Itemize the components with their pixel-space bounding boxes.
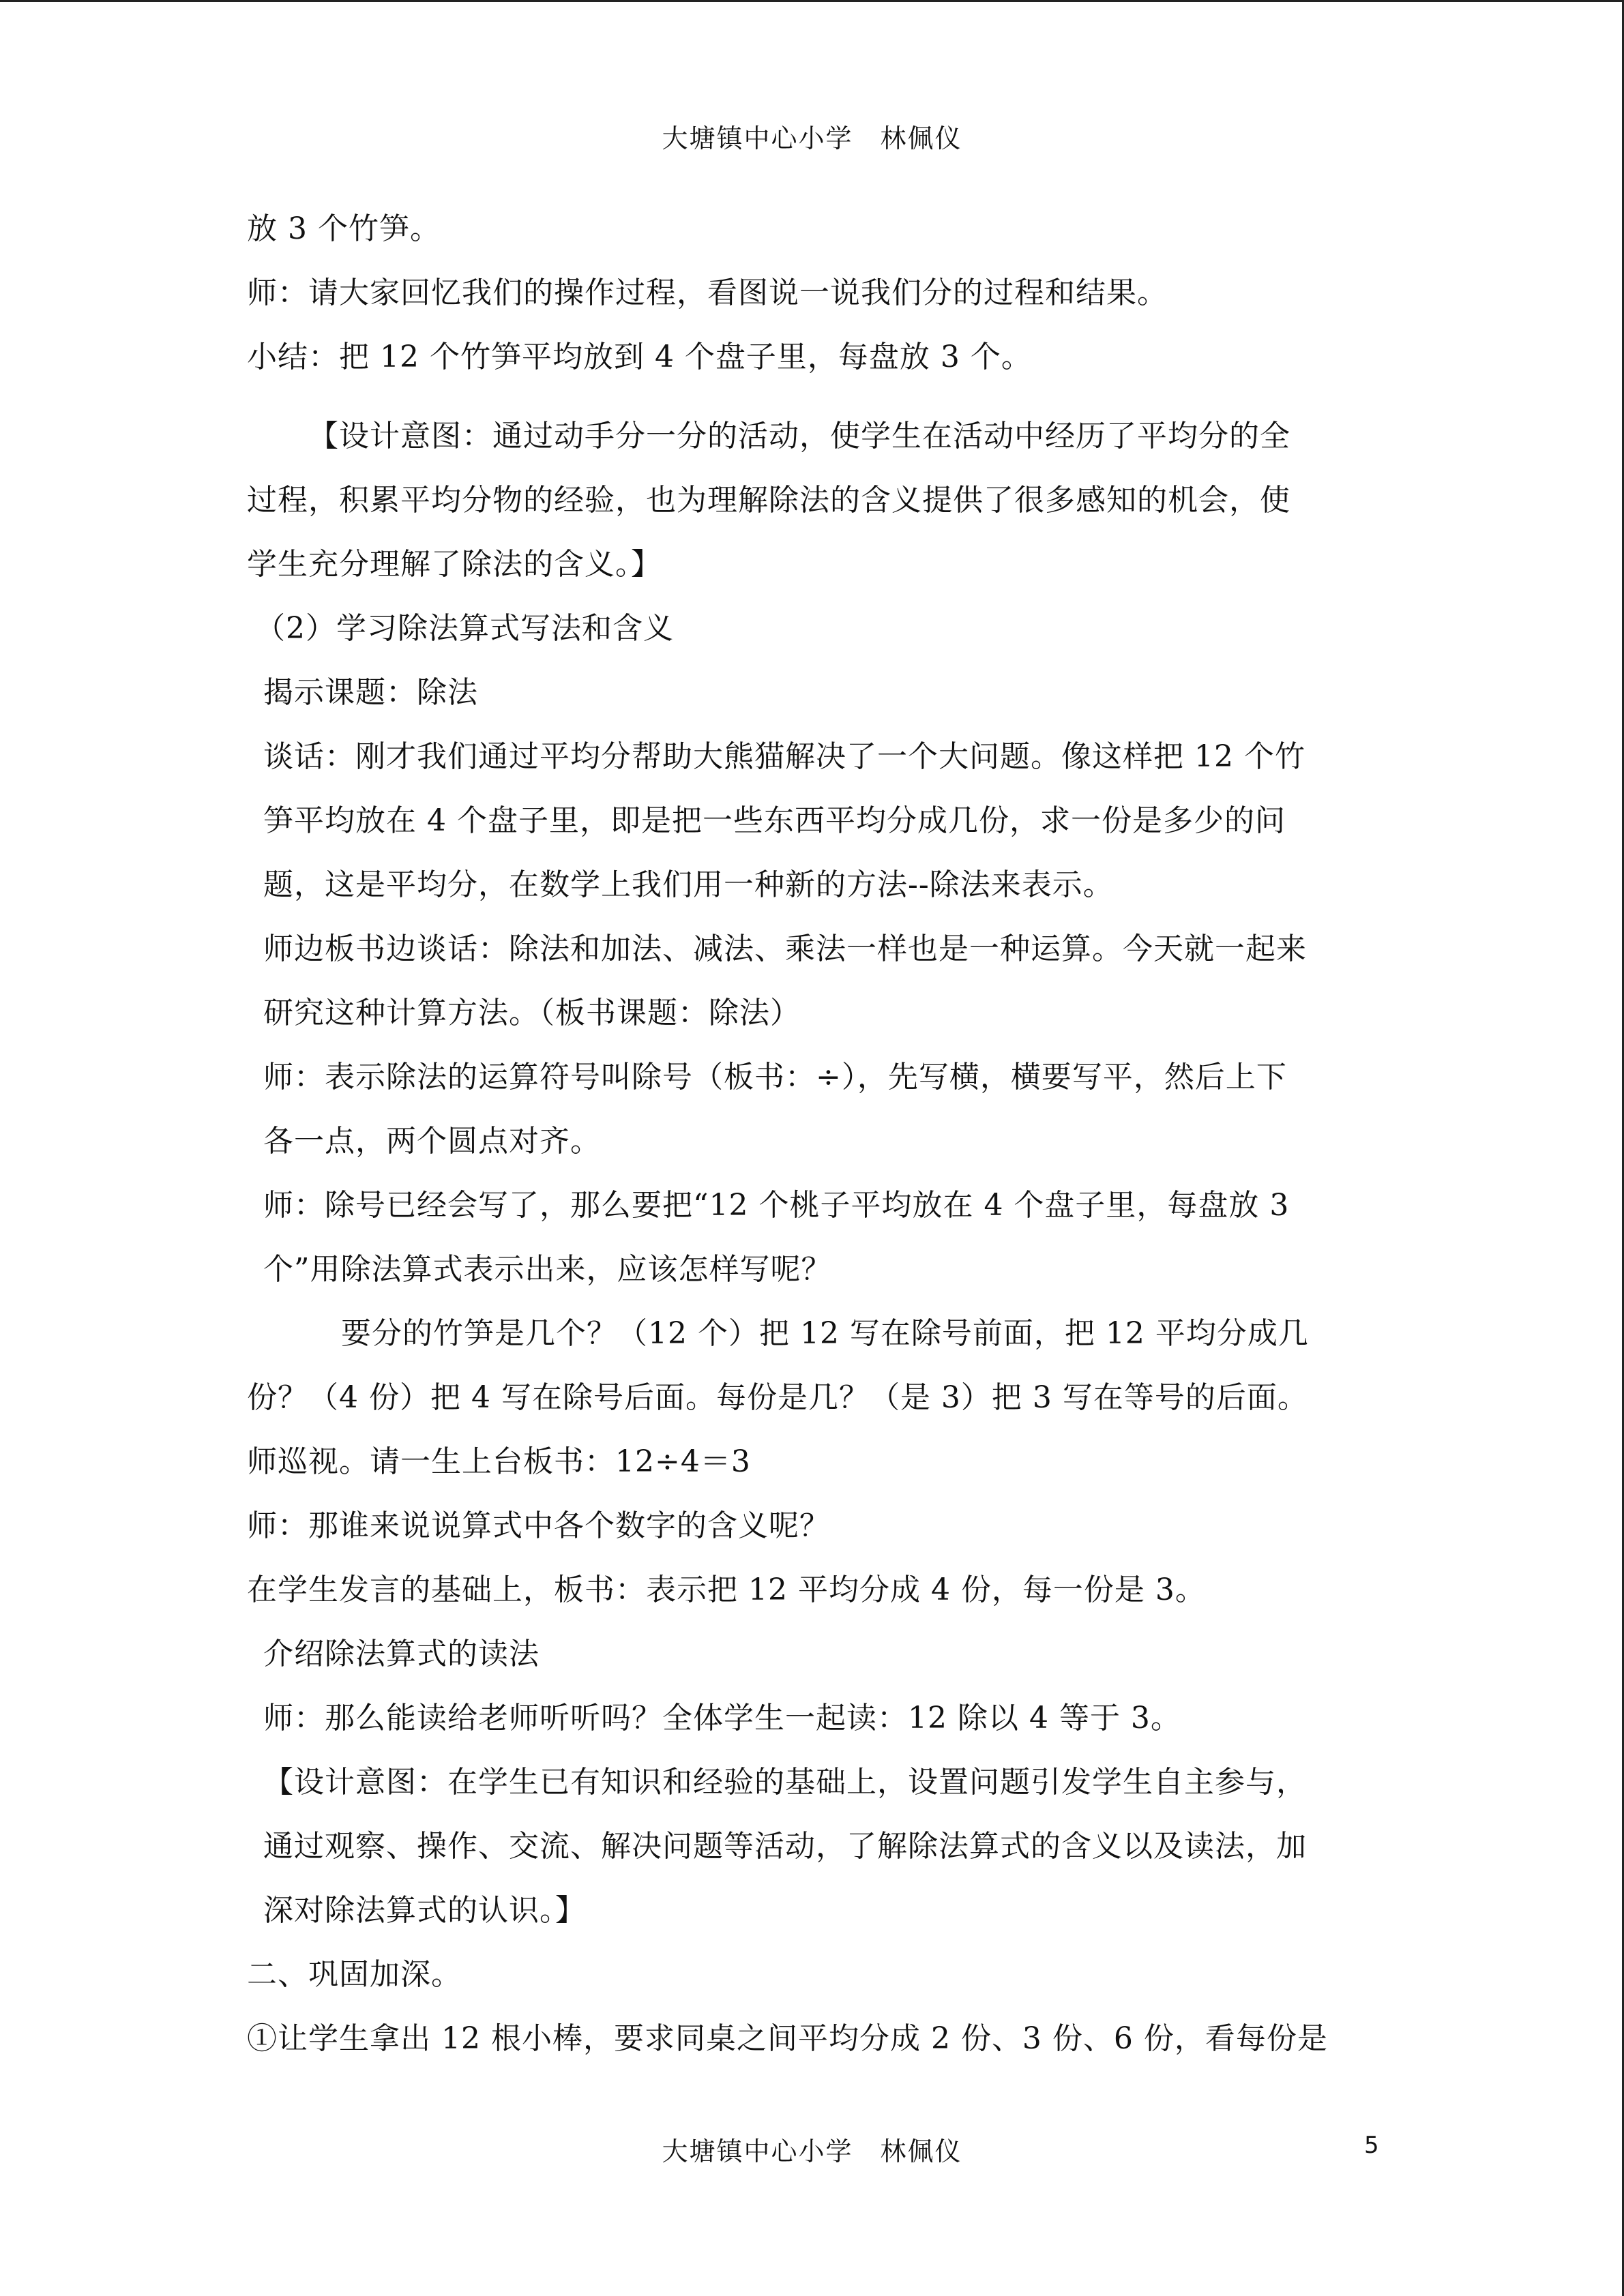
section-heading: （2）学习除法算式写法和含义 <box>255 611 674 646</box>
text-line: 各一点，两个圆点对齐。 <box>263 1124 601 1159</box>
text-line: 师：请大家回忆我们的操作过程，看图说一说我们分的过程和结果。 <box>247 275 1168 310</box>
text-line: 要分的竹笋是几个？（12 个）把 12 写在除号前面，把 12 平均分成几 <box>341 1316 1309 1351</box>
text-line: 放 3 个竹笋。 <box>247 211 441 246</box>
section-heading: 二、巩固加深。 <box>247 1957 462 1992</box>
text-line: 师：那谁来说说算式中各个数字的含义呢？ <box>247 1508 830 1543</box>
design-intent-note: 通过观察、操作、交流、解决问题等活动，了解除法算式的含义以及读法，加 <box>263 1829 1307 1864</box>
text-line: 师：表示除法的运算符号叫除号（板书：÷），先写横，横要写平，然后上下 <box>263 1060 1287 1094</box>
text-line: 笋平均放在 4 个盘子里，即是把一些东西平均分成几份，求一份是多少的问 <box>263 803 1286 838</box>
design-intent-note: 【设计意图：通过动手分一分的活动，使学生在活动中经历了平均分的全 <box>308 419 1290 453</box>
design-intent-note: 过程，积累平均分物的经验，也为理解除法的含义提供了很多感知的机会，使 <box>247 483 1290 518</box>
text-line: 份？（4 份）把 4 写在除号后面。每份是几？（是 3）把 3 写在等号的后面。 <box>247 1380 1308 1415</box>
page-border-top <box>0 0 1624 2</box>
design-intent-note: 深对除法算式的认识。】 <box>263 1893 586 1928</box>
page-number: 5 <box>1364 2132 1379 2159</box>
design-intent-note: 【设计意图：在学生已有知识和经验的基础上，设置问题引发学生自主参与， <box>263 1765 1307 1800</box>
text-line: 师：那么能读给老师听听吗？全体学生一起读：12 除以 4 等于 3。 <box>263 1701 1181 1735</box>
running-header: 大塘镇中心小学 林佩仪 <box>662 123 962 153</box>
text-line: 揭示课题：除法 <box>263 675 478 710</box>
text-line: 小结：把 12 个竹笋平均放到 4 个盘子里，每盘放 3 个。 <box>247 340 1032 374</box>
text-line: ①让学生拿出 12 根小棒，要求同桌之间平均分成 2 份、3 份、6 份，看每份是 <box>247 2021 1328 2056</box>
text-line: 在学生发言的基础上，板书：表示把 12 平均分成 4 份，每一份是 3。 <box>247 1572 1206 1607</box>
design-intent-note: 学生充分理解了除法的含义。】 <box>247 547 662 582</box>
text-line: 谈话：刚才我们通过平均分帮助大熊猫解决了一个大问题。像这样把 12 个竹 <box>263 739 1305 774</box>
text-line: 师：除号已经会写了，那么要把“12 个桃子平均放在 4 个盘子里，每盘放 3 <box>263 1188 1290 1223</box>
text-line: 题，这是平均分，在数学上我们用一种新的方法--除法来表示。 <box>263 867 1114 902</box>
text-line: 研究这种计算方法。（板书课题：除法） <box>263 996 801 1030</box>
text-line: 师边板书边谈话：除法和加法、减法、乘法一样也是一种运算。今天就一起来 <box>263 931 1307 966</box>
text-line: 个”用除法算式表示出来，应该怎样写呢？ <box>263 1252 832 1287</box>
section-heading: 介绍除法算式的读法 <box>263 1637 540 1671</box>
text-line: 师巡视。请一生上台板书：12÷4＝3 <box>247 1444 751 1479</box>
running-footer: 大塘镇中心小学 林佩仪 <box>662 2136 962 2166</box>
